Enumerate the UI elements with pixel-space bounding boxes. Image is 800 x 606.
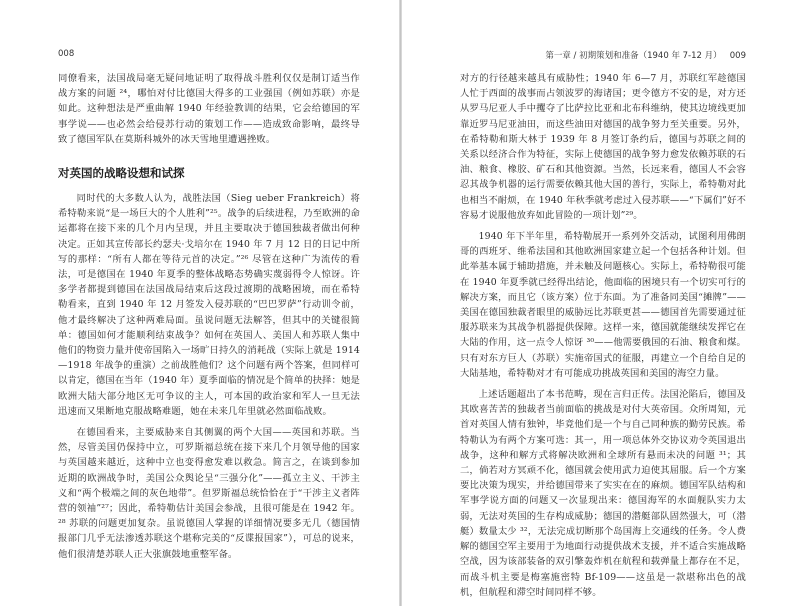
right-page-number: 009	[729, 51, 746, 61]
left-page-header	[58, 49, 360, 71]
paragraph: 上述话题超出了本书范畴，现在言归正传。法国沦陷后，德国及其欧喜苦苦的独裁者当前面临的挑战是对付大英帝国。众所周知，元首对英国人情有独钟，毕竟他们是一个与自己同种族的勤劳民族。希特勒认为有两个方案可选：其一，用一项总体外交协议劝令英国退出战争，这种和解方式将解决欧洲和全球所有悬而未决的问题 ³¹；其二，倘若对方冥顽不化，德国就会使用武力迫使其屈服。后一个方案要比决策为现实，并给德国带来了实实在在的麻烦。德国军队结构和军事学说方面的问题又一次显现出来：德国海军的水面舰队实力太弱，无法对英国的生存构成威胁；德国的潜艇部队固然强大，可（潜艇）数量太少 ³²，无法完成切断那个岛国海上交通线的任务。令人费解的德国空军主要用于为地面行动提供战术支援，并不适合实施战略空战，因为该部装备的双引擎轰炸机在航程和载弹量上都存在不足，而战斗机主要是梅塞施密特 Bf-109——这虽是一款堪称出色的战机，但航程和滞空时间同样不够。	[460, 389, 746, 598]
paragraph: 在德国看来，主要威胁来自其侧翼的两个大国——英国和苏联。当然，尽管美国仍保持中立，可罗斯福总统在接下来几个月领导他的国家与英国越来越近，这种中立也变得愈发难以救急。简言之，在谈到参加近期的欧洲战争时，美国公众舆论呈“三强分化”——孤立主义、干涉主义和“两个极端之间的灰色地带”。但罗斯福总统恰恰在于“干涉主义者阵营的领袖”²⁷；因此，希特勒估计美国会参战，且很可能是在 1942 年。²⁸ 苏联的问题更加复杂。虽说德国人掌握的详细情况要多无几（德国情报部门几乎无法渗透苏联这个堪称完美的“反谍报国家”），可总的说来，他们很清楚苏联人正大张旗鼓地重整军备。	[58, 427, 360, 560]
paragraph-continued: 对方的行径越来越具有威胁性；1940 年 6—7 月，苏联红军趁德国人忙于西面的战事而占领波罗的海诸国；更令德方不安的是，对方还从罗马尼亚人手中攫夺了比萨拉比亚和北布科维纳，使其边境线更加靠近罗马尼亚油田，而这些油田对德国的战争努力至关重要。另外，在希特勒和斯大林于 1939 年 8 月签订条约后，德国与苏联之间的关系以经济合作为特征，实际上使德国的战争努力愈发依赖苏联的石油、粮食、橡胶、矿石和其他资源。当然，长远来看，德国人不会容忍其战争机器的运行需要依赖其他大国的善行，实际上，希特勒对此也相当不耐烦，在 1940 年秋季就考虑过入侵苏联——“下属们”好不容易才说服他放弃如此冒险的一项计划”²⁹。	[460, 73, 746, 221]
right-page	[402, 0, 800, 606]
left-page-number: 008	[58, 49, 75, 59]
running-header: 第一章 / 初期策划和准备（1940 年 7-12 月）	[545, 51, 722, 61]
left-page-body	[58, 71, 360, 562]
paragraph-continued: 同僚看来，法国战局毫无疑问地证明了取得战斗胜利仅仅是制订适当作战方案的问题 ²⁴，哪怕对付比德国大得多的工业强国（例如苏联）亦是如此。这种想法是严重曲解 1940 年经验教训的结果，它会给德国的军事学说——也必然会给侵苏行动的策划工作——造成致命影响，最终导致了德国军队在莫斯科城外的冰天雪地里遭遇挫败。	[58, 73, 360, 145]
right-page-header	[460, 49, 746, 71]
right-page-body	[460, 71, 746, 600]
paragraph: 同时代的大多数人认为，战胜法国（Sieg ueber Frankreich）将希特勒来说“是一场巨大的个人胜利”²⁵。战争的后续进程，乃至欧洲的命运都将在接下来的几个月内呈现，并且主要取决于德国独裁者做出何种决定。正如其宣传部长约瑟夫·戈培尔在 1940 年 7 月 12 日的日记中所写的那样：“所有人都在等待元首的决定。”²⁶ 尽管在这种广为流传的看法，可是德国在 1940 年夏季的整体战略态势确实蔑弱得令人惊讶。许多学者都提到德国在法国战局结束后这段过渡期的战略困境，而在希特勒看来，直到 1940 年 12 月签发入侵苏联的“巴巴罗萨”行动训令前，他才最终解决了这种两难局面。虽说问题无法解答，但其中的关键很简单：德国如何才能顺利结束战争？如何在英国人、美国人和苏联人集中他们的物资力量并使帝国陷入一场旷日持久的消耗战（实际上就是 1914—1918 年战争的重演）之前战胜他们？这个问题有两个答案，但同样可以肯定，德国在当年（1940 年）夏季面临的情况是个简单的抉择：她是欧洲大陆大部分地区无可争议的主人，可本国的政治家和军人一旦无法迅速而又果断地克服战略难题，她在未来几年里就必然面临战败。	[58, 193, 360, 417]
paragraph: 1940 年下半年里，希特勒展开一系列外交活动，试图利用佛朗哥的西班牙、维希法国和其他欧洲国家建立起一个包括各种计划。但此举基本属于辅助措施，并未触及问题核心。实际上，希特勒很可能在 1940 年夏季就已经得出结论，他面临的困境只有一个切实可行的解决方案，而且它（该方案）位于东面。为了准备同美国“摊牌”——美国在德国独裁者眼里的威胁远比苏联更甚——德国首先需要通过征服苏联来为其战争机器提供保障。这样一来，德国就能继续发挥它在大陆的作用，这一点令人惊讶 ³⁰——他需要俄国的石油、粮食和煤。只有对东方巨人（苏联）实施帝国式的征服，再建立一个自给自足的大陆基地，希特勒对才有可能成功挑战英国和美国的海空力量。	[460, 231, 746, 379]
section-title: 对英国的战略设想和试探	[58, 166, 185, 181]
